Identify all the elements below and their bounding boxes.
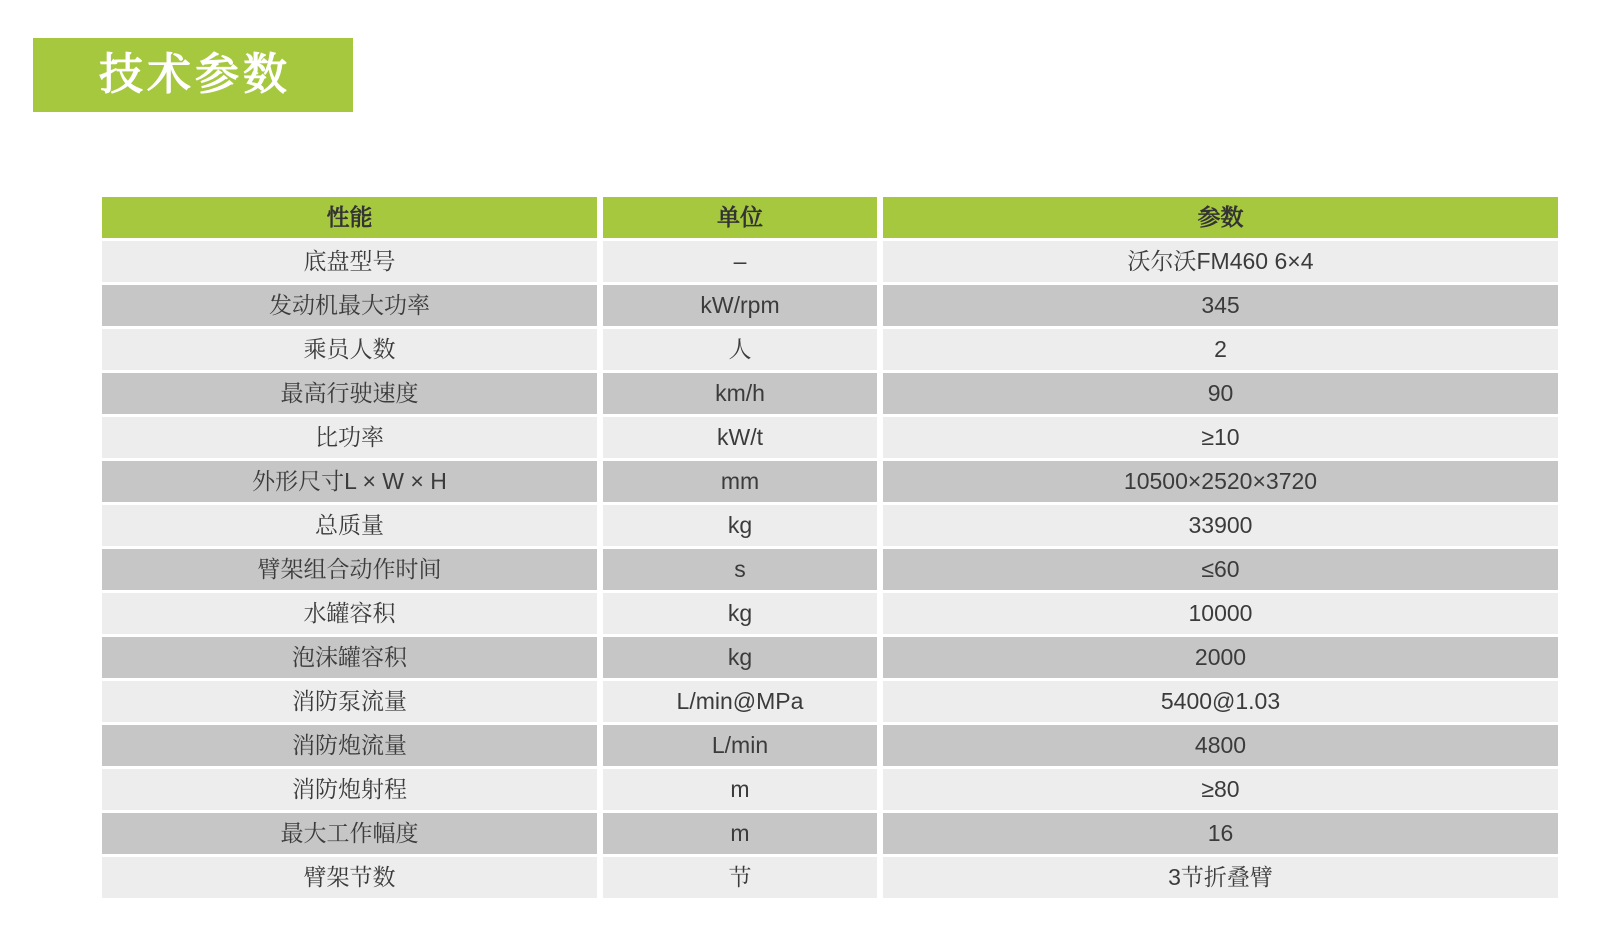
- param-name-cell: 水罐容积: [102, 593, 597, 634]
- value-cell: 4800: [883, 725, 1558, 766]
- table-row: [102, 505, 1558, 546]
- unit-cell: mm: [603, 461, 877, 502]
- table-row: [102, 373, 1558, 414]
- param-name-cell: 臂架节数: [102, 857, 597, 898]
- value-cell: 2: [883, 329, 1558, 370]
- table-row: [102, 637, 1558, 678]
- table-row: [102, 329, 1558, 370]
- unit-cell: kg: [603, 593, 877, 634]
- table-row: [102, 241, 1558, 282]
- value-cell: ≥10: [883, 417, 1558, 458]
- unit-cell: –: [603, 241, 877, 282]
- table-row: [102, 681, 1558, 722]
- unit-cell: m: [603, 813, 877, 854]
- table-row: [102, 813, 1558, 854]
- unit-cell: kW/rpm: [603, 285, 877, 326]
- page-title: 技术参数: [99, 50, 291, 99]
- spec-table: [96, 194, 1564, 901]
- param-name-cell: 最高行驶速度: [102, 373, 597, 414]
- value-cell: 345: [883, 285, 1558, 326]
- value-cell: 33900: [883, 505, 1558, 546]
- unit-cell: s: [603, 549, 877, 590]
- param-name-cell: 最大工作幅度: [102, 813, 597, 854]
- header-cell-parameter: 参数: [883, 197, 1558, 238]
- unit-cell: kg: [603, 505, 877, 546]
- table-row: [102, 285, 1558, 326]
- param-name-cell: 总质量: [102, 505, 597, 546]
- value-cell: 3节折叠臂: [883, 857, 1558, 898]
- spec-table-body: [102, 241, 1558, 898]
- value-cell: ≤60: [883, 549, 1558, 590]
- unit-cell: kg: [603, 637, 877, 678]
- value-cell: 90: [883, 373, 1558, 414]
- header-cell-performance: 性能: [102, 197, 597, 238]
- table-row: [102, 593, 1558, 634]
- param-name-cell: 消防炮流量: [102, 725, 597, 766]
- unit-cell: 人: [603, 329, 877, 370]
- header-row: [102, 197, 1558, 238]
- value-cell: 沃尔沃FM460 6×4: [883, 241, 1558, 282]
- param-name-cell: 消防泵流量: [102, 681, 597, 722]
- unit-cell: km/h: [603, 373, 877, 414]
- value-cell: ≥80: [883, 769, 1558, 810]
- param-name-cell: 外形尺寸L × W × H: [102, 461, 597, 502]
- header-cell-unit: 单位: [603, 197, 877, 238]
- param-name-cell: 泡沫罐容积: [102, 637, 597, 678]
- unit-cell: kW/t: [603, 417, 877, 458]
- value-cell: 16: [883, 813, 1558, 854]
- unit-cell: m: [603, 769, 877, 810]
- param-name-cell: 发动机最大功率: [102, 285, 597, 326]
- table-row: [102, 549, 1558, 590]
- title-banner: [33, 38, 353, 112]
- param-name-cell: 臂架组合动作时间: [102, 549, 597, 590]
- unit-cell: L/min@MPa: [603, 681, 877, 722]
- table-row: [102, 769, 1558, 810]
- param-name-cell: 乘员人数: [102, 329, 597, 370]
- value-cell: 2000: [883, 637, 1558, 678]
- param-name-cell: 比功率: [102, 417, 597, 458]
- table-row: [102, 461, 1558, 502]
- param-name-cell: 消防炮射程: [102, 769, 597, 810]
- param-name-cell: 底盘型号: [102, 241, 597, 282]
- spec-table-container: [96, 194, 1564, 901]
- unit-cell: L/min: [603, 725, 877, 766]
- table-row: [102, 417, 1558, 458]
- value-cell: 5400@1.03: [883, 681, 1558, 722]
- value-cell: 10000: [883, 593, 1558, 634]
- unit-cell: 节: [603, 857, 877, 898]
- value-cell: 10500×2520×3720: [883, 461, 1558, 502]
- table-row: [102, 725, 1558, 766]
- table-row: [102, 857, 1558, 898]
